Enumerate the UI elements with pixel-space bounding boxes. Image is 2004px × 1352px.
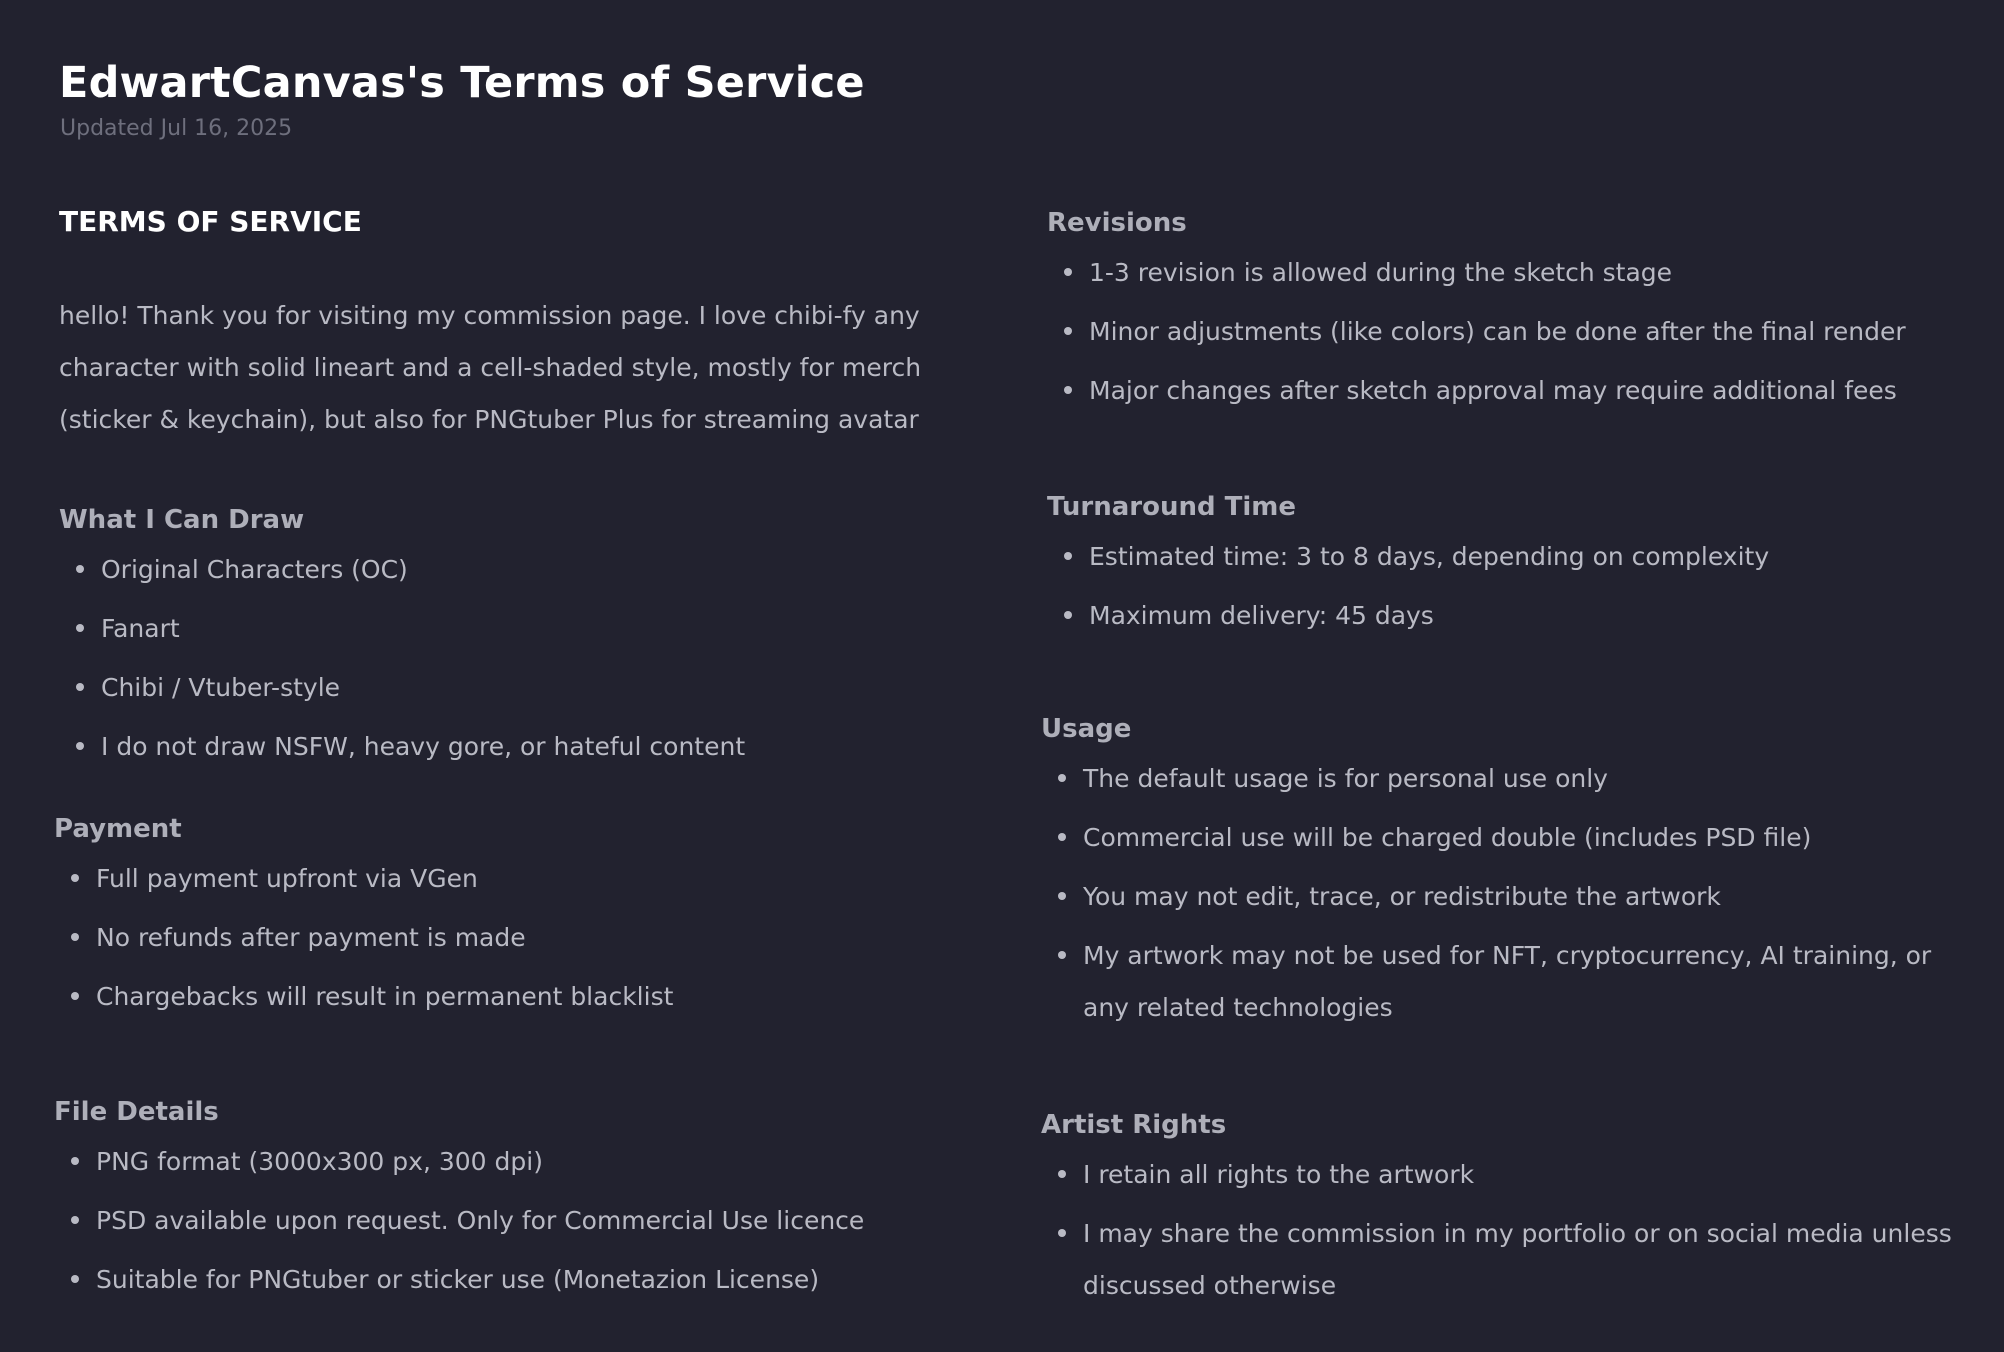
bullet-icon <box>1058 892 1066 900</box>
list-item: I do not draw NSFW, heavy gore, or hateful content <box>59 721 939 780</box>
list-item: You may not edit, trace, or redistribute the artwork <box>1041 871 1971 930</box>
bullet-icon <box>71 1157 79 1165</box>
section-revisions <box>1047 205 1967 424</box>
bullet-icon <box>1058 833 1066 841</box>
section-title: Revisions <box>1047 208 1187 238</box>
bullet-icon <box>1064 386 1072 394</box>
bullet-icon <box>76 683 84 691</box>
bullet-icon <box>1058 774 1066 782</box>
bullet-icon <box>1064 611 1072 619</box>
bullet-icon <box>71 1275 79 1283</box>
list-item: Fanart <box>59 603 939 662</box>
item-list <box>1047 247 1967 424</box>
bullet-icon <box>71 992 79 1000</box>
section-title: Artist Rights <box>1041 1110 1227 1140</box>
bullet-icon <box>71 874 79 882</box>
item-list <box>1047 531 1967 649</box>
section-title: Payment <box>54 814 182 844</box>
bullet-icon <box>71 1216 79 1224</box>
bullet-icon <box>1058 951 1066 959</box>
bullet-icon <box>1064 327 1072 335</box>
list-item: Maximum delivery: 45 days <box>1047 590 1967 649</box>
list-item: Estimated time: 3 to 8 days, depending on complexity <box>1047 531 1967 590</box>
page-title: EdwartCanvas's Terms of Service <box>59 58 865 108</box>
section-what-i-can-draw <box>59 502 939 780</box>
item-list <box>54 853 934 1030</box>
list-item: I retain all rights to the artwork <box>1041 1149 1971 1208</box>
section-usage <box>1041 711 1971 1034</box>
list-item: Original Characters (OC) <box>59 544 939 603</box>
section-payment <box>54 811 934 1030</box>
bullet-icon <box>1058 1229 1066 1237</box>
item-list <box>1041 753 1971 1034</box>
list-item: I may share the commission in my portfolio or on social media unless discussed otherwise <box>1041 1208 1971 1312</box>
bullet-icon <box>71 933 79 941</box>
list-item: Chargebacks will result in permanent blacklist <box>54 971 934 1030</box>
item-list <box>54 1136 934 1313</box>
bullet-icon <box>76 624 84 632</box>
tos-heading: TERMS OF SERVICE <box>59 205 362 238</box>
bullet-icon <box>76 565 84 573</box>
bullet-icon <box>1064 552 1072 560</box>
section-title: File Details <box>54 1097 219 1127</box>
list-item: Commercial use will be charged double (includes PSD file) <box>1041 812 1971 871</box>
list-item: PNG format (3000x300 px, 300 dpi) <box>54 1136 934 1195</box>
list-item: 1-3 revision is allowed during the sketch stage <box>1047 247 1967 306</box>
list-item: Major changes after sketch approval may require additional fees <box>1047 365 1967 424</box>
item-list <box>1041 1149 1971 1312</box>
section-title: What I Can Draw <box>59 505 305 535</box>
list-item: My artwork may not be used for NFT, cryptocurrency, AI training, or any related technologies <box>1041 930 1971 1034</box>
list-item: Full payment upfront via VGen <box>54 853 934 912</box>
section-artist-rights <box>1041 1107 1971 1312</box>
list-item: PSD available upon request. Only for Commercial Use licence <box>54 1195 934 1254</box>
item-list <box>59 544 939 780</box>
section-turnaround-time <box>1047 489 1967 649</box>
bullet-icon <box>1064 268 1072 276</box>
intro-paragraph: hello! Thank you for visiting my commission page. I love chibi-fy any character with solid lineart and a cell-shaded style, mostly for merch (sticker & keychain), but also for PNGtuber Plus for streaming avatar <box>59 301 922 434</box>
list-item: Suitable for PNGtuber or sticker use (Monetazion License) <box>54 1254 934 1313</box>
list-item: No refunds after payment is made <box>54 912 934 971</box>
list-item: The default usage is for personal use only <box>1041 753 1971 812</box>
list-item: Chibi / Vtuber-style <box>59 662 939 721</box>
updated-date: Updated Jul 16, 2025 <box>60 116 293 141</box>
section-title: Turnaround Time <box>1047 492 1297 522</box>
section-file-details <box>54 1094 934 1313</box>
list-item: Minor adjustments (like colors) can be done after the final render <box>1047 306 1967 365</box>
section-title: Usage <box>1041 714 1132 744</box>
bullet-icon <box>1058 1170 1066 1178</box>
bullet-icon <box>76 742 84 750</box>
